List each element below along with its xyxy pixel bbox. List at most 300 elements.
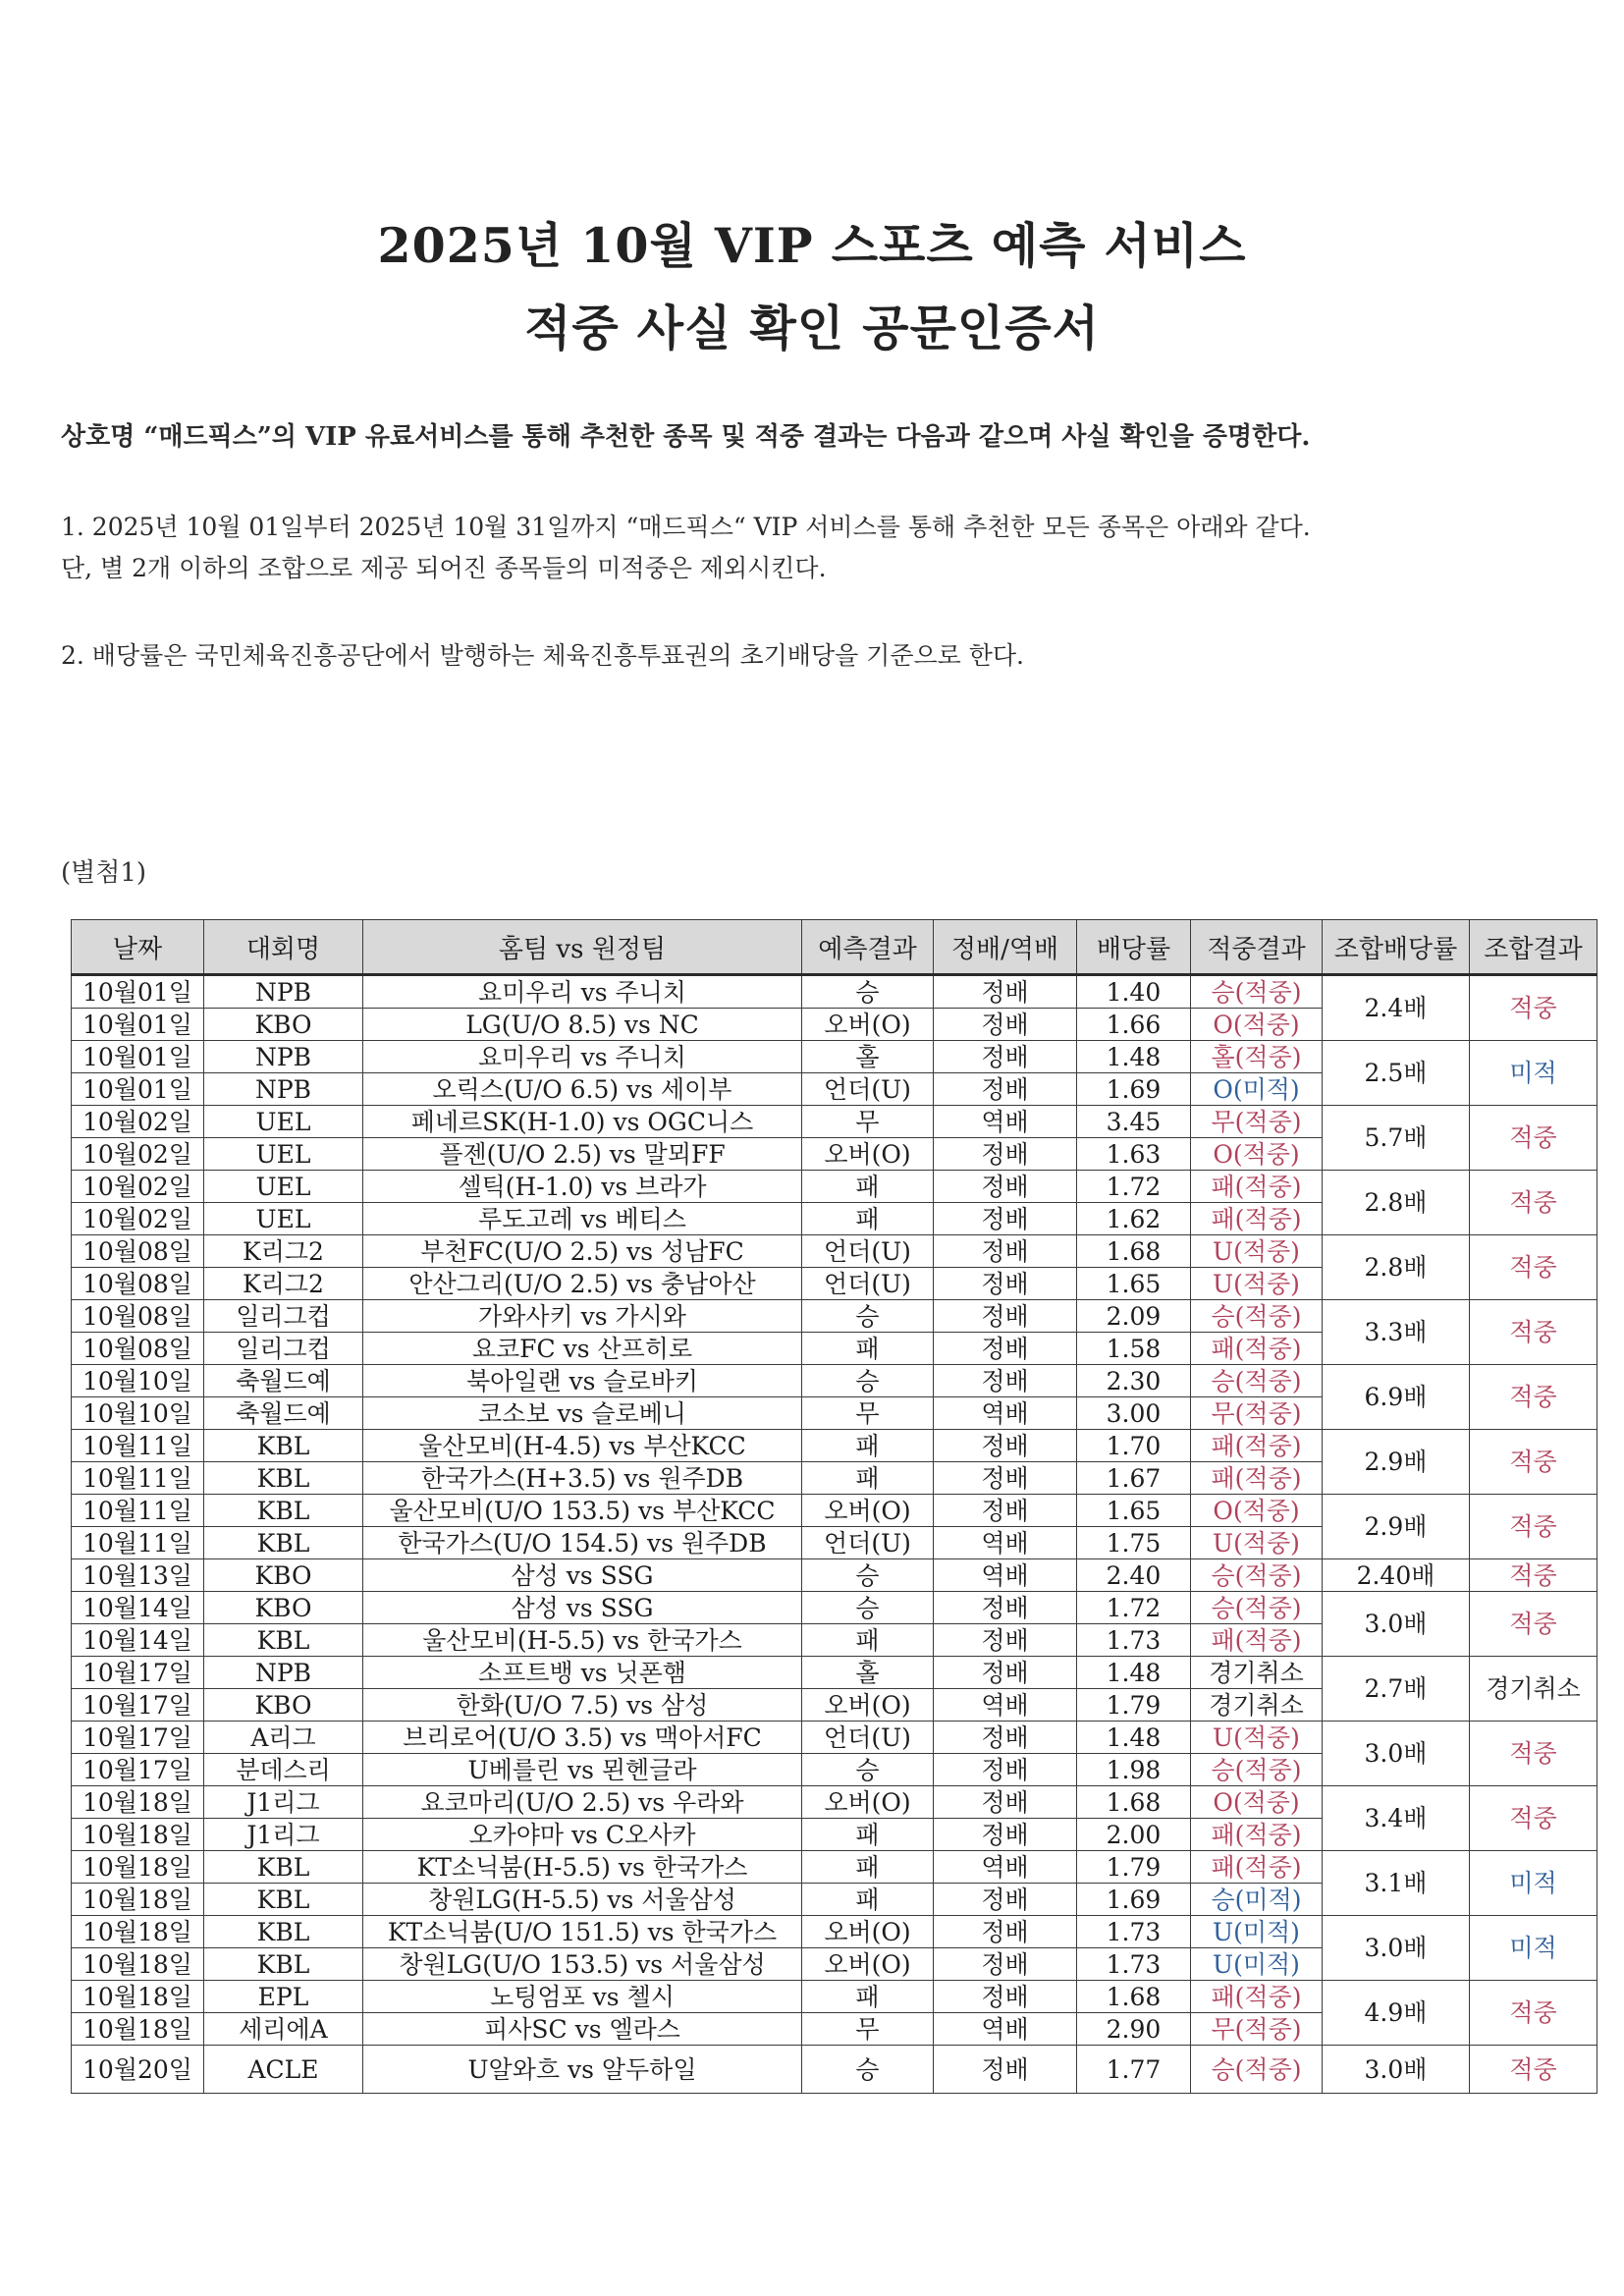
clause-2: 2. 배당률은 국민체육진흥공단에서 발행하는 체육진흥투표권의 초기배당을 기준으로 한다. (61, 641, 1024, 670)
document-title-line1: 2025년 10월 VIP 스포츠 예측 서비스 (377, 217, 1247, 274)
cell-combo-odds: 2.8배 (1323, 1235, 1470, 1300)
cell-odds: 1.72 (1077, 1171, 1191, 1203)
cell-odds: 1.69 (1077, 1073, 1191, 1106)
cell-favorite-underdog: 정배 (934, 1138, 1077, 1171)
cell-league: 축월드예 (204, 1365, 363, 1397)
cell-date: 10월01일 (72, 975, 204, 1009)
cell-result: 경기취소 (1191, 1689, 1323, 1722)
cell-league: UEL (204, 1203, 363, 1235)
cell-result: 패(적중) (1191, 1430, 1323, 1462)
cell-pick: 오버(O) (802, 1495, 934, 1527)
cell-date: 10월14일 (72, 1624, 204, 1657)
table-row (72, 1559, 1597, 1592)
cell-combo-odds: 2.5배 (1323, 1041, 1470, 1106)
cell-combo-result: 경기취소 (1470, 1657, 1597, 1722)
cell-combo-result: 적중 (1470, 1106, 1597, 1171)
cell-combo-result: 적중 (1470, 1786, 1597, 1851)
cell-odds: 1.40 (1077, 975, 1191, 1009)
cell-result: 패(적중) (1191, 1462, 1323, 1495)
table-row (72, 1722, 1597, 1754)
cell-result: 승(미적) (1191, 1884, 1323, 1916)
cell-league: KBL (204, 1462, 363, 1495)
col-header-date: 날짜 (72, 920, 204, 975)
cell-combo-result: 미적 (1470, 1916, 1597, 1981)
cell-combo-odds: 3.1배 (1323, 1851, 1470, 1916)
cell-odds: 1.75 (1077, 1527, 1191, 1559)
cell-result: 패(적중) (1191, 1203, 1323, 1235)
table-row (72, 1300, 1597, 1333)
table-row (72, 1786, 1597, 1819)
cell-match: 한국가스(H+3.5) vs 원주DB (363, 1462, 802, 1495)
cell-match: 플젠(U/O 2.5) vs 말뫼FF (363, 1138, 802, 1171)
cell-pick: 패 (802, 1981, 934, 2013)
cell-favorite-underdog: 정배 (934, 1624, 1077, 1657)
cell-combo-odds: 3.4배 (1323, 1786, 1470, 1851)
cell-combo-odds: 3.0배 (1323, 1916, 1470, 1981)
cell-result: 패(적중) (1191, 1981, 1323, 2013)
cell-favorite-underdog: 정배 (934, 1948, 1077, 1981)
cell-favorite-underdog: 역배 (934, 2013, 1077, 2046)
cell-odds: 1.68 (1077, 1235, 1191, 1268)
cell-odds: 1.62 (1077, 1203, 1191, 1235)
cell-date: 10월01일 (72, 1073, 204, 1106)
table-row (72, 1430, 1597, 1462)
cell-date: 10월17일 (72, 1722, 204, 1754)
cell-combo-odds: 3.0배 (1323, 1722, 1470, 1786)
cell-match: 셀틱(H-1.0) vs 브라가 (363, 1171, 802, 1203)
cell-combo-odds: 5.7배 (1323, 1106, 1470, 1171)
cell-date: 10월18일 (72, 1981, 204, 2013)
cell-odds: 1.73 (1077, 1948, 1191, 1981)
cell-favorite-underdog: 정배 (934, 1981, 1077, 2013)
cell-league: K리그2 (204, 1235, 363, 1268)
cell-pick: 패 (802, 1624, 934, 1657)
cell-date: 10월11일 (72, 1495, 204, 1527)
cell-result: 승(적중) (1191, 1300, 1323, 1333)
table-header-row (72, 920, 1597, 975)
cell-pick: 언더(U) (802, 1722, 934, 1754)
cell-match: 가와사키 vs 가시와 (363, 1300, 802, 1333)
cell-match: 요코FC vs 산프히로 (363, 1333, 802, 1365)
cell-pick: 오버(O) (802, 1138, 934, 1171)
cell-result: U(미적) (1191, 1916, 1323, 1948)
cell-result: 승(적중) (1191, 1592, 1323, 1624)
cell-match: 페네르SK(H-1.0) vs OGC니스 (363, 1106, 802, 1138)
cell-date: 10월13일 (72, 1559, 204, 1592)
cell-favorite-underdog: 정배 (934, 1884, 1077, 1916)
cell-league: 일리그컵 (204, 1300, 363, 1333)
cell-result: 패(적중) (1191, 1624, 1323, 1657)
cell-favorite-underdog: 정배 (934, 1916, 1077, 1948)
cell-combo-result: 미적 (1470, 1041, 1597, 1106)
cell-match: 요코마리(U/O 2.5) vs 우라와 (363, 1786, 802, 1819)
cell-league: ACLE (204, 2046, 363, 2094)
cell-league: KBO (204, 1689, 363, 1722)
cell-match: 소프트뱅 vs 닛폰햄 (363, 1657, 802, 1689)
cell-date: 10월08일 (72, 1268, 204, 1300)
cell-odds: 2.40 (1077, 1559, 1191, 1592)
cell-pick: 패 (802, 1462, 934, 1495)
table-row (72, 2046, 1597, 2094)
cell-result: 승(적중) (1191, 1559, 1323, 1592)
cell-result: O(적중) (1191, 1009, 1323, 1041)
cell-favorite-underdog: 정배 (934, 975, 1077, 1009)
cell-date: 10월17일 (72, 1689, 204, 1722)
cell-result: 패(적중) (1191, 1333, 1323, 1365)
cell-combo-result: 적중 (1470, 2046, 1597, 2094)
cell-pick: 패 (802, 1884, 934, 1916)
cell-league: J1리그 (204, 1819, 363, 1851)
cell-odds: 1.73 (1077, 1624, 1191, 1657)
cell-result: 홀(적중) (1191, 1041, 1323, 1073)
cell-combo-odds: 3.3배 (1323, 1300, 1470, 1365)
table-row (72, 1171, 1597, 1203)
cell-combo-odds: 6.9배 (1323, 1365, 1470, 1430)
cell-match: 요미우리 vs 주니치 (363, 1041, 802, 1073)
col-header-result: 적중결과 (1191, 920, 1323, 975)
cell-pick: 승 (802, 1559, 934, 1592)
prediction-results-table (71, 919, 1597, 2094)
cell-date: 10월02일 (72, 1138, 204, 1171)
cell-result: U(미적) (1191, 1948, 1323, 1981)
cell-combo-result: 적중 (1470, 1559, 1597, 1592)
cell-match: 루도고레 vs 베티스 (363, 1203, 802, 1235)
cell-result: 승(적중) (1191, 975, 1323, 1009)
cell-league: KBO (204, 1009, 363, 1041)
cell-league: KBL (204, 1495, 363, 1527)
cell-match: 코소보 vs 슬로베니 (363, 1397, 802, 1430)
cell-odds: 3.45 (1077, 1106, 1191, 1138)
cell-pick: 언더(U) (802, 1268, 934, 1300)
cell-match: U베를린 vs 묀헨글라 (363, 1754, 802, 1786)
cell-result: U(적중) (1191, 1268, 1323, 1300)
cell-league: 세리에A (204, 2013, 363, 2046)
table-row (72, 1495, 1597, 1527)
table-row (72, 1592, 1597, 1624)
cell-league: A리그 (204, 1722, 363, 1754)
cell-pick: 패 (802, 1851, 934, 1884)
table-row (72, 1851, 1597, 1884)
cell-pick: 무 (802, 1106, 934, 1138)
cell-combo-result: 적중 (1470, 975, 1597, 1041)
cell-pick: 패 (802, 1171, 934, 1203)
cell-pick: 언더(U) (802, 1527, 934, 1559)
cell-result: O(적중) (1191, 1138, 1323, 1171)
cell-odds: 2.00 (1077, 1819, 1191, 1851)
attachment-label: (별첨1) (61, 858, 147, 888)
table-row (72, 1041, 1597, 1073)
cell-match: 삼성 vs SSG (363, 1592, 802, 1624)
cell-pick: 패 (802, 1819, 934, 1851)
cell-result: 승(적중) (1191, 1754, 1323, 1786)
cell-match: 브리로어(U/O 3.5) vs 맥아서FC (363, 1722, 802, 1754)
clause-1-line1: 1. 2025년 10월 01일부터 2025년 10월 31일까지 “매드픽스“ VIP 서비스를 통해 추천한 모든 종목은 아래와 같다. (61, 513, 1311, 541)
cell-match: 오릭스(U/O 6.5) vs 세이부 (363, 1073, 802, 1106)
cell-pick: 승 (802, 1365, 934, 1397)
col-header-favorite-underdog: 정배/역배 (934, 920, 1077, 975)
cell-odds: 1.79 (1077, 1689, 1191, 1722)
cell-favorite-underdog: 정배 (934, 1235, 1077, 1268)
cell-odds: 1.63 (1077, 1138, 1191, 1171)
cell-odds: 2.09 (1077, 1300, 1191, 1333)
clause-1-line2: 단, 별 2개 이하의 조합으로 제공 되어진 종목들의 미적중은 제외시킨다. (61, 554, 827, 582)
cell-match: 오카야마 vs C오사카 (363, 1819, 802, 1851)
cell-league: J1리그 (204, 1786, 363, 1819)
cell-odds: 1.98 (1077, 1754, 1191, 1786)
cell-combo-odds: 2.7배 (1323, 1657, 1470, 1722)
cell-match: 삼성 vs SSG (363, 1559, 802, 1592)
cell-date: 10월18일 (72, 1884, 204, 1916)
cell-pick: 홀 (802, 1657, 934, 1689)
cell-combo-odds: 2.4배 (1323, 975, 1470, 1041)
col-header-odds: 배당률 (1077, 920, 1191, 975)
cell-date: 10월18일 (72, 1819, 204, 1851)
cell-date: 10월17일 (72, 1657, 204, 1689)
cell-odds: 1.77 (1077, 2046, 1191, 2094)
cell-match: 울산모비(U/O 153.5) vs 부산KCC (363, 1495, 802, 1527)
cell-league: KBL (204, 1948, 363, 1981)
col-header-league: 대회명 (204, 920, 363, 975)
cell-pick: 승 (802, 975, 934, 1009)
table-row (72, 1235, 1597, 1268)
cell-result: 경기취소 (1191, 1657, 1323, 1689)
cell-favorite-underdog: 역배 (934, 1527, 1077, 1559)
cell-odds: 2.30 (1077, 1365, 1191, 1397)
cell-match: 부천FC(U/O 2.5) vs 성남FC (363, 1235, 802, 1268)
col-header-combo-odds: 조합배당률 (1323, 920, 1470, 975)
cell-favorite-underdog: 역배 (934, 1689, 1077, 1722)
cell-odds: 1.48 (1077, 1722, 1191, 1754)
cell-date: 10월01일 (72, 1009, 204, 1041)
cell-date: 10월18일 (72, 1786, 204, 1819)
cell-league: KBL (204, 1884, 363, 1916)
cell-favorite-underdog: 정배 (934, 1754, 1077, 1786)
cell-league: UEL (204, 1138, 363, 1171)
cell-match: 노팅엄포 vs 첼시 (363, 1981, 802, 2013)
cell-favorite-underdog: 정배 (934, 1462, 1077, 1495)
table-row (72, 1365, 1597, 1397)
cell-odds: 1.65 (1077, 1268, 1191, 1300)
cell-match: KT소닉붐(H-5.5) vs 한국가스 (363, 1851, 802, 1884)
cell-pick: 패 (802, 1333, 934, 1365)
cell-combo-result: 미적 (1470, 1851, 1597, 1916)
cell-combo-result: 적중 (1470, 1981, 1597, 2046)
cell-pick: 오버(O) (802, 1689, 934, 1722)
cell-favorite-underdog: 정배 (934, 1495, 1077, 1527)
cell-date: 10월18일 (72, 1916, 204, 1948)
cell-combo-result: 적중 (1470, 1365, 1597, 1430)
cell-date: 10월02일 (72, 1203, 204, 1235)
cell-favorite-underdog: 정배 (934, 1300, 1077, 1333)
cell-league: UEL (204, 1171, 363, 1203)
cell-odds: 1.48 (1077, 1657, 1191, 1689)
cell-date: 10월02일 (72, 1171, 204, 1203)
cell-match: 창원LG(H-5.5) vs 서울삼성 (363, 1884, 802, 1916)
cell-odds: 1.70 (1077, 1430, 1191, 1462)
cell-favorite-underdog: 정배 (934, 1786, 1077, 1819)
cell-pick: 언더(U) (802, 1073, 934, 1106)
cell-match: 북아일랜 vs 슬로바키 (363, 1365, 802, 1397)
table-row (72, 975, 1597, 1009)
cell-combo-odds: 2.40배 (1323, 1559, 1470, 1592)
cell-favorite-underdog: 정배 (934, 1171, 1077, 1203)
cell-date: 10월10일 (72, 1397, 204, 1430)
cell-league: 일리그컵 (204, 1333, 363, 1365)
cell-result: 승(적중) (1191, 2046, 1323, 2094)
table-body (72, 975, 1597, 2094)
cell-league: NPB (204, 1041, 363, 1073)
col-header-match: 홈팀 vs 원정팀 (363, 920, 802, 975)
cell-result: 패(적중) (1191, 1819, 1323, 1851)
cell-league: 분데스리 (204, 1754, 363, 1786)
cell-favorite-underdog: 정배 (934, 1430, 1077, 1462)
cell-combo-odds: 2.8배 (1323, 1171, 1470, 1235)
cell-odds: 1.66 (1077, 1009, 1191, 1041)
cell-league: NPB (204, 1073, 363, 1106)
cell-combo-odds: 2.9배 (1323, 1430, 1470, 1495)
cell-combo-result: 적중 (1470, 1495, 1597, 1559)
cell-result: O(적중) (1191, 1786, 1323, 1819)
cell-favorite-underdog: 정배 (934, 1333, 1077, 1365)
cell-league: K리그2 (204, 1268, 363, 1300)
cell-result: 무(적중) (1191, 1106, 1323, 1138)
cell-result: 패(적중) (1191, 1171, 1323, 1203)
cell-league: KBO (204, 1559, 363, 1592)
cell-date: 10월02일 (72, 1106, 204, 1138)
cell-combo-result: 적중 (1470, 1235, 1597, 1300)
cell-match: 한화(U/O 7.5) vs 삼성 (363, 1689, 802, 1722)
cell-odds: 1.48 (1077, 1041, 1191, 1073)
cell-league: 축월드예 (204, 1397, 363, 1430)
cell-favorite-underdog: 정배 (934, 1657, 1077, 1689)
cell-combo-result: 적중 (1470, 1171, 1597, 1235)
cell-combo-result: 적중 (1470, 1430, 1597, 1495)
cell-odds: 1.72 (1077, 1592, 1191, 1624)
cell-favorite-underdog: 정배 (934, 1268, 1077, 1300)
cell-pick: 언더(U) (802, 1235, 934, 1268)
cell-league: KBL (204, 1851, 363, 1884)
cell-match: U알와흐 vs 알두하일 (363, 2046, 802, 2094)
cell-favorite-underdog: 역배 (934, 1559, 1077, 1592)
cell-favorite-underdog: 정배 (934, 1592, 1077, 1624)
cell-odds: 1.68 (1077, 1786, 1191, 1819)
cell-league: KBO (204, 1592, 363, 1624)
cell-favorite-underdog: 정배 (934, 1073, 1077, 1106)
cell-combo-odds: 3.0배 (1323, 1592, 1470, 1657)
cell-match: 안산그리(U/O 2.5) vs 충남아산 (363, 1268, 802, 1300)
cell-result: 무(적중) (1191, 1397, 1323, 1430)
cell-match: 요미우리 vs 주니치 (363, 975, 802, 1009)
cell-pick: 무 (802, 2013, 934, 2046)
cell-odds: 1.69 (1077, 1884, 1191, 1916)
table-row (72, 1657, 1597, 1689)
cell-match: 한국가스(U/O 154.5) vs 원주DB (363, 1527, 802, 1559)
cell-pick: 무 (802, 1397, 934, 1430)
cell-pick: 패 (802, 1203, 934, 1235)
cell-date: 10월11일 (72, 1527, 204, 1559)
cell-date: 10월10일 (72, 1365, 204, 1397)
cell-combo-odds: 3.0배 (1323, 2046, 1470, 2094)
col-header-combo-result: 조합결과 (1470, 920, 1597, 975)
cell-league: KBL (204, 1624, 363, 1657)
col-header-pick: 예측결과 (802, 920, 934, 975)
cell-date: 10월08일 (72, 1333, 204, 1365)
cell-league: KBL (204, 1527, 363, 1559)
cell-result: 패(적중) (1191, 1851, 1323, 1884)
cell-date: 10월08일 (72, 1235, 204, 1268)
cell-match: LG(U/O 8.5) vs NC (363, 1009, 802, 1041)
cell-pick: 오버(O) (802, 1786, 934, 1819)
cell-odds: 1.73 (1077, 1916, 1191, 1948)
cell-result: U(적중) (1191, 1527, 1323, 1559)
cell-date: 10월20일 (72, 2046, 204, 2094)
cell-league: NPB (204, 975, 363, 1009)
cell-date: 10월18일 (72, 2013, 204, 2046)
cell-favorite-underdog: 정배 (934, 1203, 1077, 1235)
cell-date: 10월11일 (72, 1462, 204, 1495)
cell-favorite-underdog: 정배 (934, 1365, 1077, 1397)
table-row (72, 1916, 1597, 1948)
cell-date: 10월18일 (72, 1851, 204, 1884)
cell-date: 10월14일 (72, 1592, 204, 1624)
cell-pick: 오버(O) (802, 1009, 934, 1041)
cell-match: KT소닉붐(U/O 151.5) vs 한국가스 (363, 1916, 802, 1948)
cell-pick: 홀 (802, 1041, 934, 1073)
cell-date: 10월17일 (72, 1754, 204, 1786)
cell-favorite-underdog: 정배 (934, 1819, 1077, 1851)
cell-odds: 1.67 (1077, 1462, 1191, 1495)
table-row (72, 1106, 1597, 1138)
cell-result: 무(적중) (1191, 2013, 1323, 2046)
cell-odds: 1.79 (1077, 1851, 1191, 1884)
cell-combo-result: 적중 (1470, 1592, 1597, 1657)
cell-favorite-underdog: 역배 (934, 1851, 1077, 1884)
cell-odds: 2.90 (1077, 2013, 1191, 2046)
cell-date: 10월11일 (72, 1430, 204, 1462)
cell-league: KBL (204, 1916, 363, 1948)
cell-favorite-underdog: 정배 (934, 1009, 1077, 1041)
cell-combo-result: 적중 (1470, 1300, 1597, 1365)
cell-league: EPL (204, 1981, 363, 2013)
cell-favorite-underdog: 정배 (934, 1041, 1077, 1073)
cell-match: 울산모비(H-5.5) vs 한국가스 (363, 1624, 802, 1657)
cell-pick: 승 (802, 2046, 934, 2094)
cell-pick: 오버(O) (802, 1948, 934, 1981)
cell-league: UEL (204, 1106, 363, 1138)
cell-favorite-underdog: 역배 (934, 1397, 1077, 1430)
cell-odds: 1.65 (1077, 1495, 1191, 1527)
cell-pick: 승 (802, 1300, 934, 1333)
cell-odds: 3.00 (1077, 1397, 1191, 1430)
cell-odds: 1.58 (1077, 1333, 1191, 1365)
cell-pick: 패 (802, 1430, 934, 1462)
cell-result: U(적중) (1191, 1235, 1323, 1268)
cell-league: NPB (204, 1657, 363, 1689)
cell-favorite-underdog: 정배 (934, 2046, 1077, 2094)
cell-result: O(미적) (1191, 1073, 1323, 1106)
cell-favorite-underdog: 정배 (934, 1722, 1077, 1754)
cell-result: U(적중) (1191, 1722, 1323, 1754)
cell-favorite-underdog: 역배 (934, 1106, 1077, 1138)
cell-date: 10월18일 (72, 1948, 204, 1981)
cell-date: 10월08일 (72, 1300, 204, 1333)
cell-result: O(적중) (1191, 1495, 1323, 1527)
cell-combo-result: 적중 (1470, 1722, 1597, 1786)
cell-match: 창원LG(U/O 153.5) vs 서울삼성 (363, 1948, 802, 1981)
cell-pick: 승 (802, 1592, 934, 1624)
cell-league: KBL (204, 1430, 363, 1462)
cell-odds: 1.68 (1077, 1981, 1191, 2013)
